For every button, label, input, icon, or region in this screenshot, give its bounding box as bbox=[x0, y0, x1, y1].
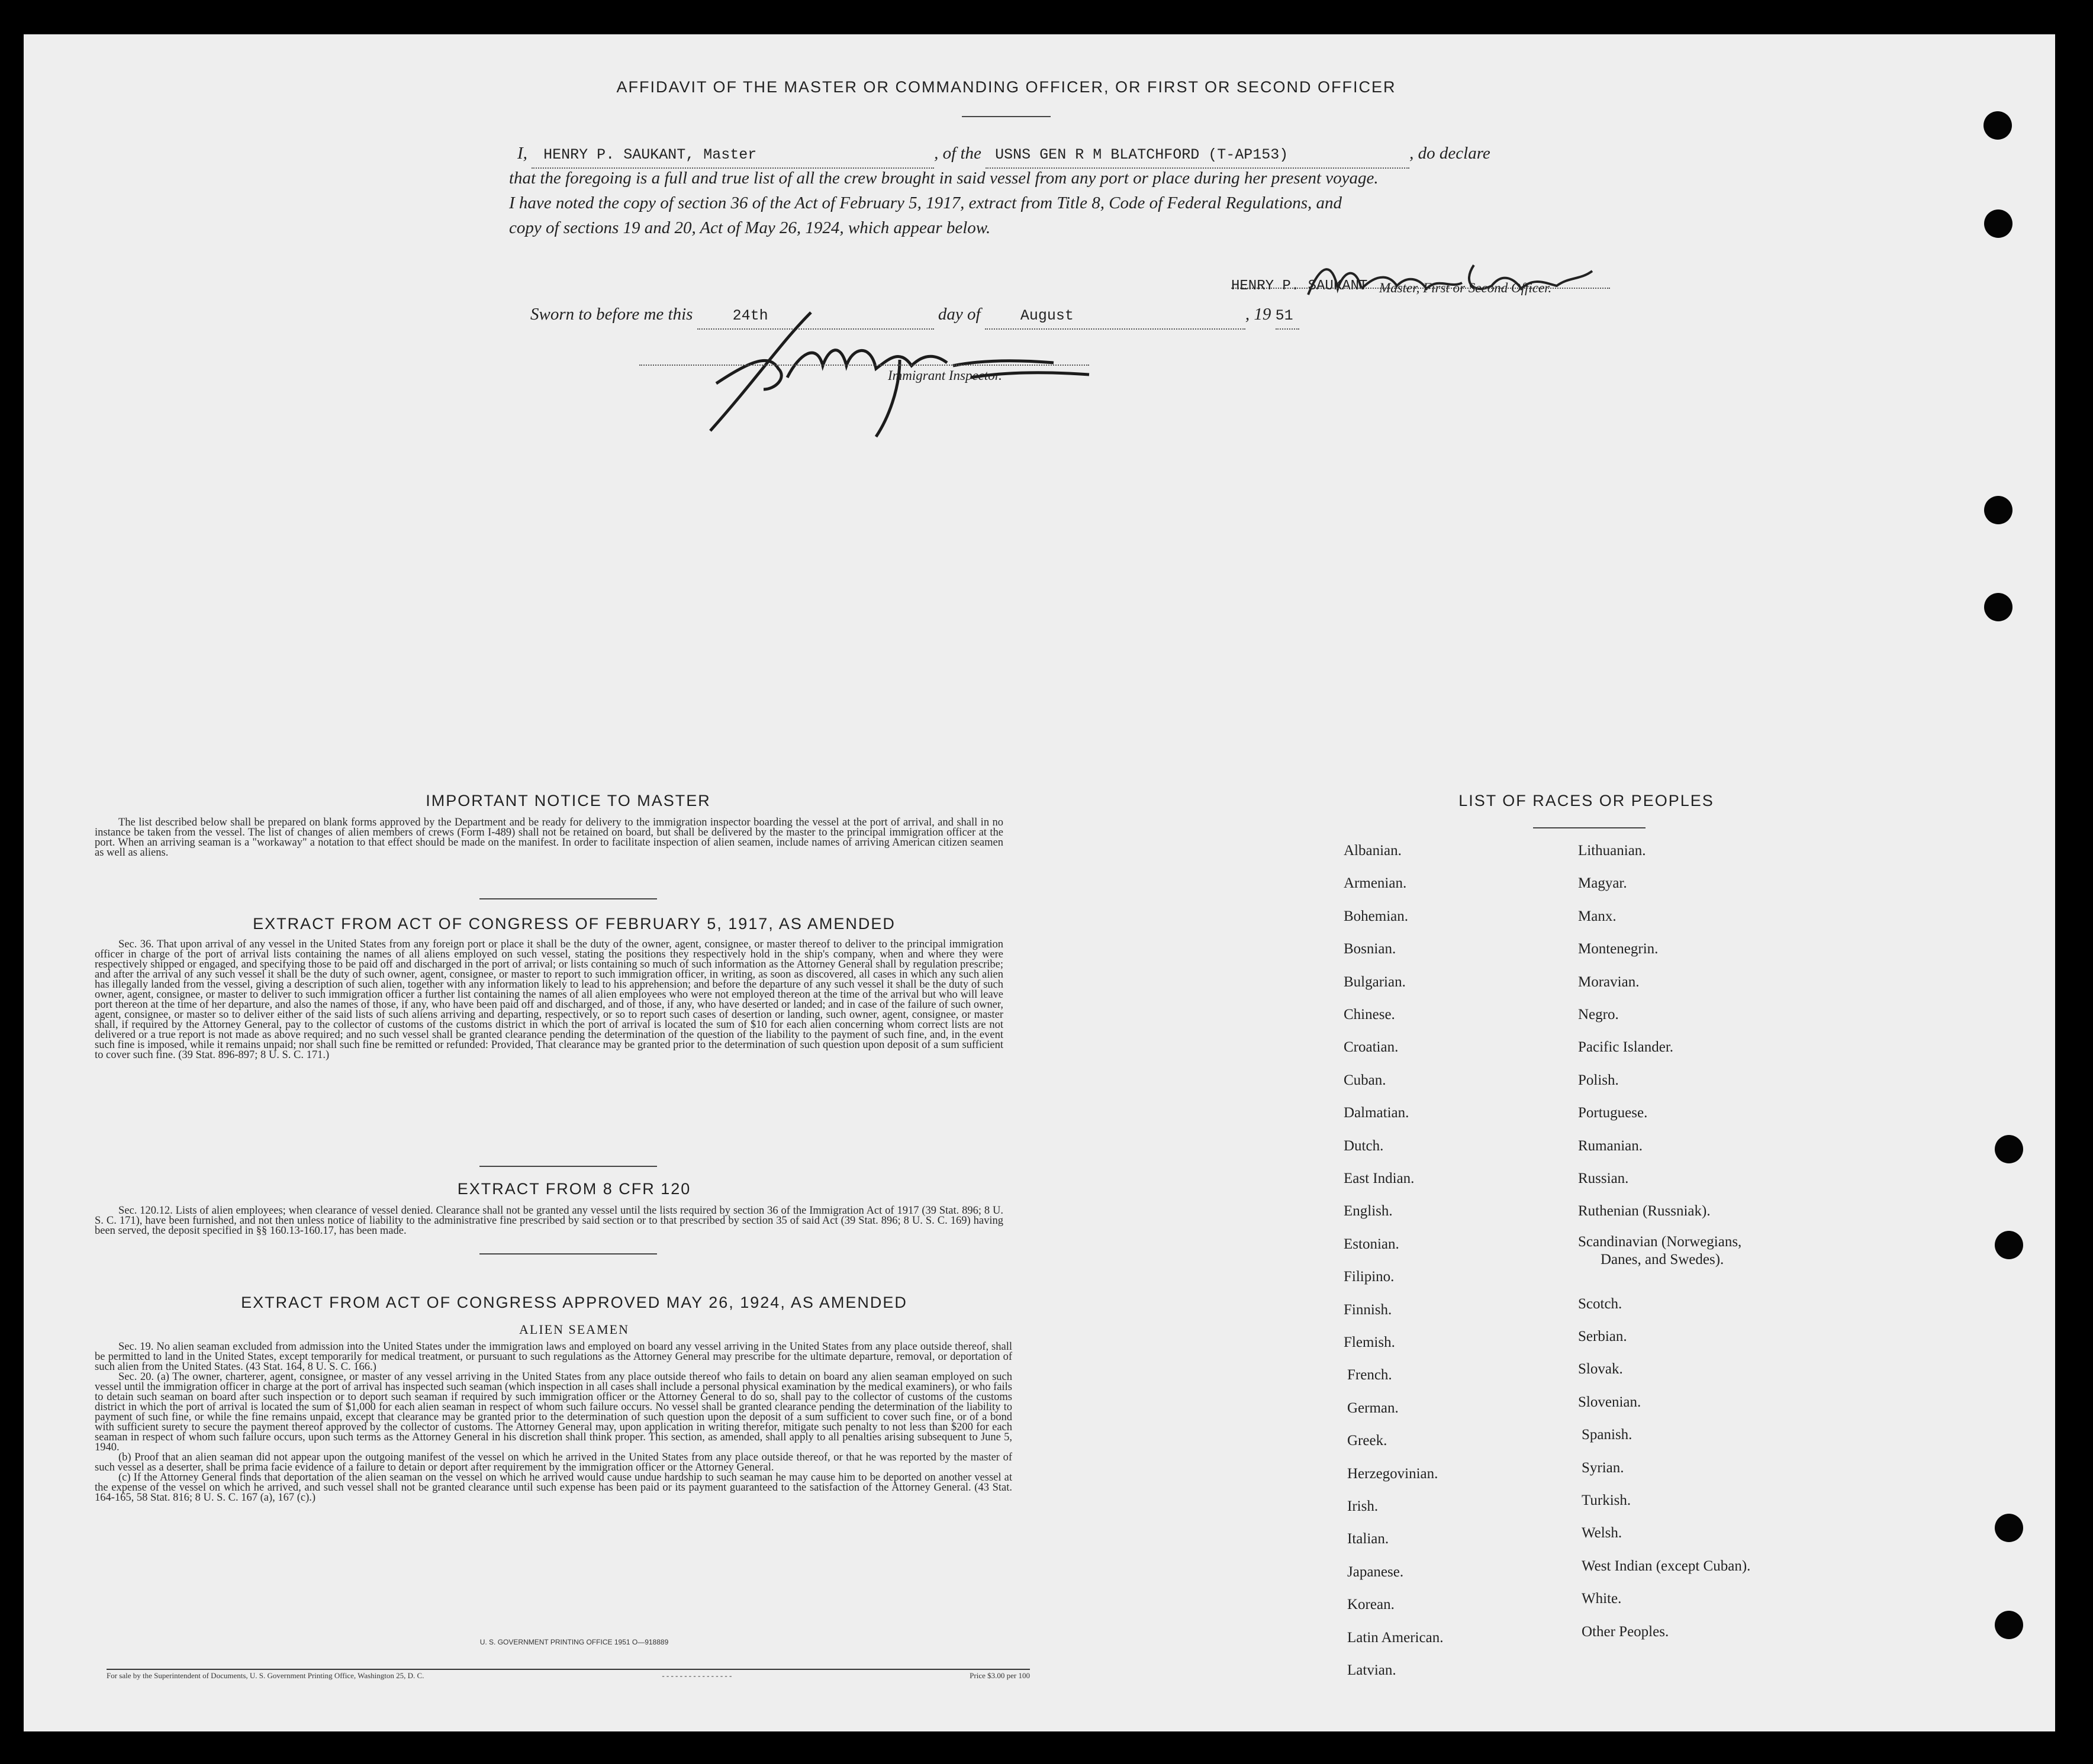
notice-title: IMPORTANT NOTICE TO MASTER bbox=[426, 792, 711, 810]
extract-1924-title: EXTRACT FROM ACT OF CONGRESS APPROVED MAY 26, 1924, AS AMENDED bbox=[241, 1294, 907, 1311]
master-name-field: HENRY P. SAUKANT, Master bbox=[532, 143, 934, 169]
declaration-pronoun: I, bbox=[517, 144, 527, 163]
races-title-underline bbox=[1533, 827, 1646, 828]
inspector-signature bbox=[675, 289, 1101, 443]
race-item: Polish. bbox=[1578, 1072, 1619, 1088]
signer-title: Master, First or Second Officer. bbox=[1379, 280, 1552, 295]
extract-cfr-title: EXTRACT FROM 8 CFR 120 bbox=[457, 1180, 691, 1198]
race-item: Negro. bbox=[1578, 1007, 1619, 1023]
race-item: Armenian. bbox=[1344, 875, 1407, 892]
punch-hole bbox=[1995, 1514, 2023, 1542]
race-item: Welsh. bbox=[1582, 1525, 1622, 1542]
race-item: Albanian. bbox=[1344, 843, 1402, 859]
race-item: Montenegrin. bbox=[1578, 941, 1659, 957]
footer-dashes: - - - - - - - - - - - - - - - - bbox=[662, 1671, 732, 1680]
declaration-line-3: I have noted the copy of section 36 of the Act of February 5, 1917, extract from Title 8, Code of Federal Regulations, and bbox=[509, 194, 1342, 212]
punch-hole bbox=[1984, 593, 2012, 621]
notice-body: The list described below shall be prepared on blank forms approved by the Department and be ready for delivery to the immigration inspector boarding the vessel at the port of arrival, and shall in no instance be taken from the vessel. The list of changes of alien members of crews (Form I-489) shall not be retained on board, but shall be delivered by the master to the principal immigration officer at the port. When an arriving seaman is a "workaway" a notation to that effect should be made on the manifest. In order to facilitate inspection of alien seamen, include names of arriving American citizen seamen as well as aliens. bbox=[95, 817, 1003, 859]
extract-cfr-body: Sec. 120.12. Lists of alien employees; when clearance of vessel denied. Clearance shall not be granted any vessel until the lists required by section 36 of the Immigration Act of 1917 (39 Stat. 896; 8 U. S. C. 171), have been furnished, and not then unless notice of liability to the administrative fine prescribed by said section or to that prescribed by section 35 of said Act (39 Stat. 896; 8 U. S. C. 169) having been served, the deposit specified in §§ 160.13-160.17, has been made. bbox=[95, 1205, 1003, 1237]
races-title: LIST OF RACES OR PEOPLES bbox=[1458, 792, 1714, 810]
race-item: Ruthenian (Russniak). bbox=[1578, 1203, 1711, 1220]
section-20b-paragraph: (b) Proof that an alien seaman did not appear upon the outgoing manifest of the vessel on which he arrived in the United States from any place outside thereof, or that he was reported by the master of such vessel as a deserter, shall be prima facie evidence of a failure to detain or deport after requirement by the immigration officer or the Attorney General. bbox=[95, 1452, 1012, 1473]
section-19-paragraph: Sec. 19. No alien seaman excluded from admission into the United States under the immigration laws and employed on board any vessel arriving in the United States from any place outside thereof, shall be permitted to land in the United States, except temporarily for medical treatment, or pursuant to such regulations as the Attorney General may prescribe for the ultimate departure, removal, or deportation of such alien from the United States. (43 Stat. 164, 8 U. S. C. 166.) bbox=[95, 1341, 1012, 1373]
punch-hole bbox=[1984, 496, 2012, 524]
race-item: Portuguese. bbox=[1578, 1105, 1648, 1121]
race-item: Chinese. bbox=[1344, 1007, 1395, 1023]
sworn-month-field: August bbox=[985, 304, 1245, 330]
race-item: Japanese. bbox=[1347, 1563, 1404, 1580]
race-item: Russian. bbox=[1578, 1170, 1629, 1186]
race-item: Lithuanian. bbox=[1578, 843, 1646, 859]
race-item: Moravian. bbox=[1578, 973, 1640, 990]
race-item: Bohemian. bbox=[1344, 908, 1409, 924]
race-item: Flemish. bbox=[1344, 1334, 1395, 1350]
race-item: Greek. bbox=[1347, 1433, 1387, 1449]
punch-hole bbox=[1995, 1231, 2023, 1259]
declaration-line-4: copy of sections 19 and 20, Act of May 26, 1924, which appear below. bbox=[509, 218, 991, 237]
race-item: Italian. bbox=[1347, 1531, 1389, 1547]
race-item: Filipino. bbox=[1344, 1269, 1395, 1285]
do-declare-text: , do declare bbox=[1409, 144, 1490, 163]
race-item: White. bbox=[1582, 1591, 1622, 1607]
race-item: Slovak. bbox=[1578, 1361, 1623, 1378]
race-item: Danes, and Swedes). bbox=[1601, 1251, 1724, 1268]
day-of-text: day of bbox=[938, 305, 981, 324]
race-item: Scandinavian (Norwegians, bbox=[1578, 1233, 1742, 1250]
punch-hole bbox=[1984, 209, 2012, 238]
of-the-text: , of the bbox=[934, 144, 981, 163]
footer-sale-text: For sale by the Superintendent of Documents, U. S. Government Printing Office, Washington 25, D. C. bbox=[107, 1671, 424, 1680]
extract-1924-subtitle: ALIEN SEAMEN bbox=[519, 1322, 629, 1337]
race-item: Latin American. bbox=[1347, 1629, 1444, 1646]
race-item: Bosnian. bbox=[1344, 941, 1396, 957]
footer-price: Price $3.00 per 100 bbox=[970, 1671, 1030, 1680]
race-item: Finnish. bbox=[1344, 1301, 1392, 1318]
inspector-signature-line bbox=[639, 365, 1089, 366]
race-item: Magyar. bbox=[1578, 875, 1627, 892]
section-20a-paragraph: Sec. 20. (a) The owner, charterer, agent, consignee, or master of any vessel arriving in the United States from any place outside thereof who fails to detain on board any alien seaman employed on such vessel until the immigration officer in charge at the port of arrival has inspected such seaman (which inspection in all cases shall include a personal physical examination by the medical examiners), or who fails to detain such seaman on board after such inspection or to deport such seaman if required by such immigration officer or the Attorney General to do so, shall pay to the collector of customs of the customs district in which the port of arrival is located the sum of $1,000 for each alien seaman in respect of whom such failure occurs. No vessel shall be granted clearance pending the determination of the liability to payment of such fine, or while the fine remains unpaid, except that clearance may be granted prior to the determination of such question upon the deposit of a sum sufficient to cover such fine, or of a bond with sufficient surety to secure the payment thereof approved by the collector of customs. The Attorney General may, upon application in writing therefor, mitigate such penalty to not less than $200 for each seaman in respect of whom such failure occurs, upon such terms as the Attorney General in his discretion shall think proper. This section, as amended, shall apply to all penalties arising subsequent to June 5, 1940. bbox=[95, 1371, 1012, 1453]
race-item: Spanish. bbox=[1582, 1427, 1632, 1443]
race-item: Manx. bbox=[1578, 908, 1617, 924]
race-item: Serbian. bbox=[1578, 1328, 1627, 1344]
race-item: Korean. bbox=[1347, 1597, 1395, 1613]
race-item: Rumanian. bbox=[1578, 1137, 1643, 1154]
race-item: Dutch. bbox=[1344, 1137, 1384, 1154]
signer-typed-name: HENRY P. SAUKANT bbox=[1231, 278, 1368, 294]
race-item: Irish. bbox=[1347, 1498, 1379, 1514]
race-item: Latvian. bbox=[1347, 1662, 1396, 1678]
race-item: Dalmatian. bbox=[1344, 1105, 1409, 1121]
divider bbox=[479, 1166, 657, 1167]
race-item: Cuban. bbox=[1344, 1072, 1386, 1088]
race-item: French. bbox=[1347, 1367, 1392, 1384]
race-item: West Indian (except Cuban). bbox=[1582, 1557, 1751, 1574]
race-item: Pacific Islander. bbox=[1578, 1039, 1674, 1056]
race-item: Other Peoples. bbox=[1582, 1623, 1669, 1640]
gpo-imprint: U. S. GOVERNMENT PRINTING OFFICE 1951 O—918889 bbox=[479, 1638, 669, 1646]
punch-hole bbox=[1995, 1611, 2023, 1639]
extract-1917-body: Sec. 36. That upon arrival of any vessel in the United States from any foreign port or place it shall be the duty of the owner, agent, consignee, or master thereof to deliver to the principal immigration officer in charge of the port of arrival lists containing the names of all aliens employed on such vessel, stating the positions they respectively hold in the ship's company, when and where they were respectively shipped or engaged, and specifying those to be paid off and discharged in the port of arrival; or lists containing so much of such information as the Attorney General shall by regulation prescribe; and after the arrival of any such vessel it shall be the duty of such owner, agent, consignee, or master to report to such immigration officer, in writing, as soon as discovered, all cases in which any such alien has illegally landed from the vessel, giving a description of such alien, together with any information likely to lead to his apprehension; and before the departure of any such vessel it shall be the duty of such owner, agent, consignee, or master to deliver to such immigration officer a further list containing the names of all alien employees who were not employed thereon at the time of the arrival but who will leave port thereon at the time of her departure, and also the names of those, if any, who have been paid off and discharged, and of those, if any, who have deserted or landed; and in case of the failure of such owner, agent, consignee, or master so to deliver either of the said lists of such aliens arriving and departing, respectively, or so to report such cases of desertion or landing, such owner, agent, consignee, or master shall, if required by the Attorney General, pay to the collector of customs of the customs district in which the port of arrival is located the sum of $10 for each alien concerning whom correct lists are not delivered or a true report is not made as above required; and no such vessel shall be granted clearance pending the determination of the question of the liability to the payment of such fine, and, in the event such fine is imposed, while it remains unpaid; nor shall such fine be remitted or refunded: Provided, That clearance may be granted prior to the determination of such question upon deposit of a sum sufficient to cover such fine. (39 Stat. 896-897; 8 U. S. C. 171.) bbox=[95, 939, 1003, 1061]
race-item: Scotch. bbox=[1578, 1295, 1622, 1312]
sworn-year-field: 51 bbox=[1276, 304, 1299, 330]
footer-rule bbox=[107, 1669, 1030, 1670]
race-item: Herzegovinian. bbox=[1347, 1465, 1438, 1482]
divider bbox=[479, 898, 657, 899]
sworn-prefix: Sworn to before me this bbox=[530, 305, 693, 324]
declaration-line-2: that the foregoing is a full and true list of all the crew brought in said vessel from any port or place during her present voyage. bbox=[509, 169, 1379, 188]
document-sheet bbox=[24, 34, 2055, 1731]
extract-1917-title: EXTRACT FROM ACT OF CONGRESS OF FEBRUARY 5, 1917, AS AMENDED bbox=[253, 915, 896, 933]
vessel-name-field: USNS GEN R M BLATCHFORD (T-AP153) bbox=[986, 143, 1409, 169]
year-prefix: , 19 bbox=[1245, 305, 1271, 324]
punch-hole bbox=[1983, 111, 2012, 140]
inspector-label: Immigrant Inspector. bbox=[888, 368, 1002, 383]
race-item: Croatian. bbox=[1344, 1039, 1399, 1056]
title-underline bbox=[962, 116, 1051, 117]
affidavit-title: AFFIDAVIT OF THE MASTER OR COMMANDING OFFICER, OR FIRST OR SECOND OFFICER bbox=[616, 78, 1396, 96]
race-item: East Indian. bbox=[1344, 1170, 1415, 1186]
race-item: English. bbox=[1344, 1203, 1393, 1220]
footer-line bbox=[107, 1671, 1030, 1681]
race-item: Bulgarian. bbox=[1344, 973, 1406, 990]
race-item: Syrian. bbox=[1582, 1459, 1624, 1476]
race-item: Estonian. bbox=[1344, 1236, 1399, 1252]
divider bbox=[479, 1253, 657, 1255]
sworn-day-field: 24th bbox=[697, 304, 934, 330]
declaration-line-1 bbox=[517, 141, 1642, 169]
race-item: Slovenian. bbox=[1578, 1394, 1641, 1410]
section-20c-paragraph: (c) If the Attorney General finds that deportation of the alien seaman on the vessel on which he arrived would cause undue hardship to such seaman he may cause him to be deported on another vessel at the expense of the vessel on which he arrived, and such vessel shall not be granted clearance until such expense has been paid or its payment guaranteed to the satisfaction of the Attorney General. (43 Stat. 164-165, 58 Stat. 816; 8 U. S. C. 167 (a), 167 (c).) bbox=[95, 1472, 1012, 1504]
punch-hole bbox=[1995, 1135, 2023, 1163]
race-item: Turkish. bbox=[1582, 1492, 1631, 1508]
race-item: German. bbox=[1347, 1399, 1399, 1416]
extract-1924-body bbox=[95, 1342, 1012, 1503]
